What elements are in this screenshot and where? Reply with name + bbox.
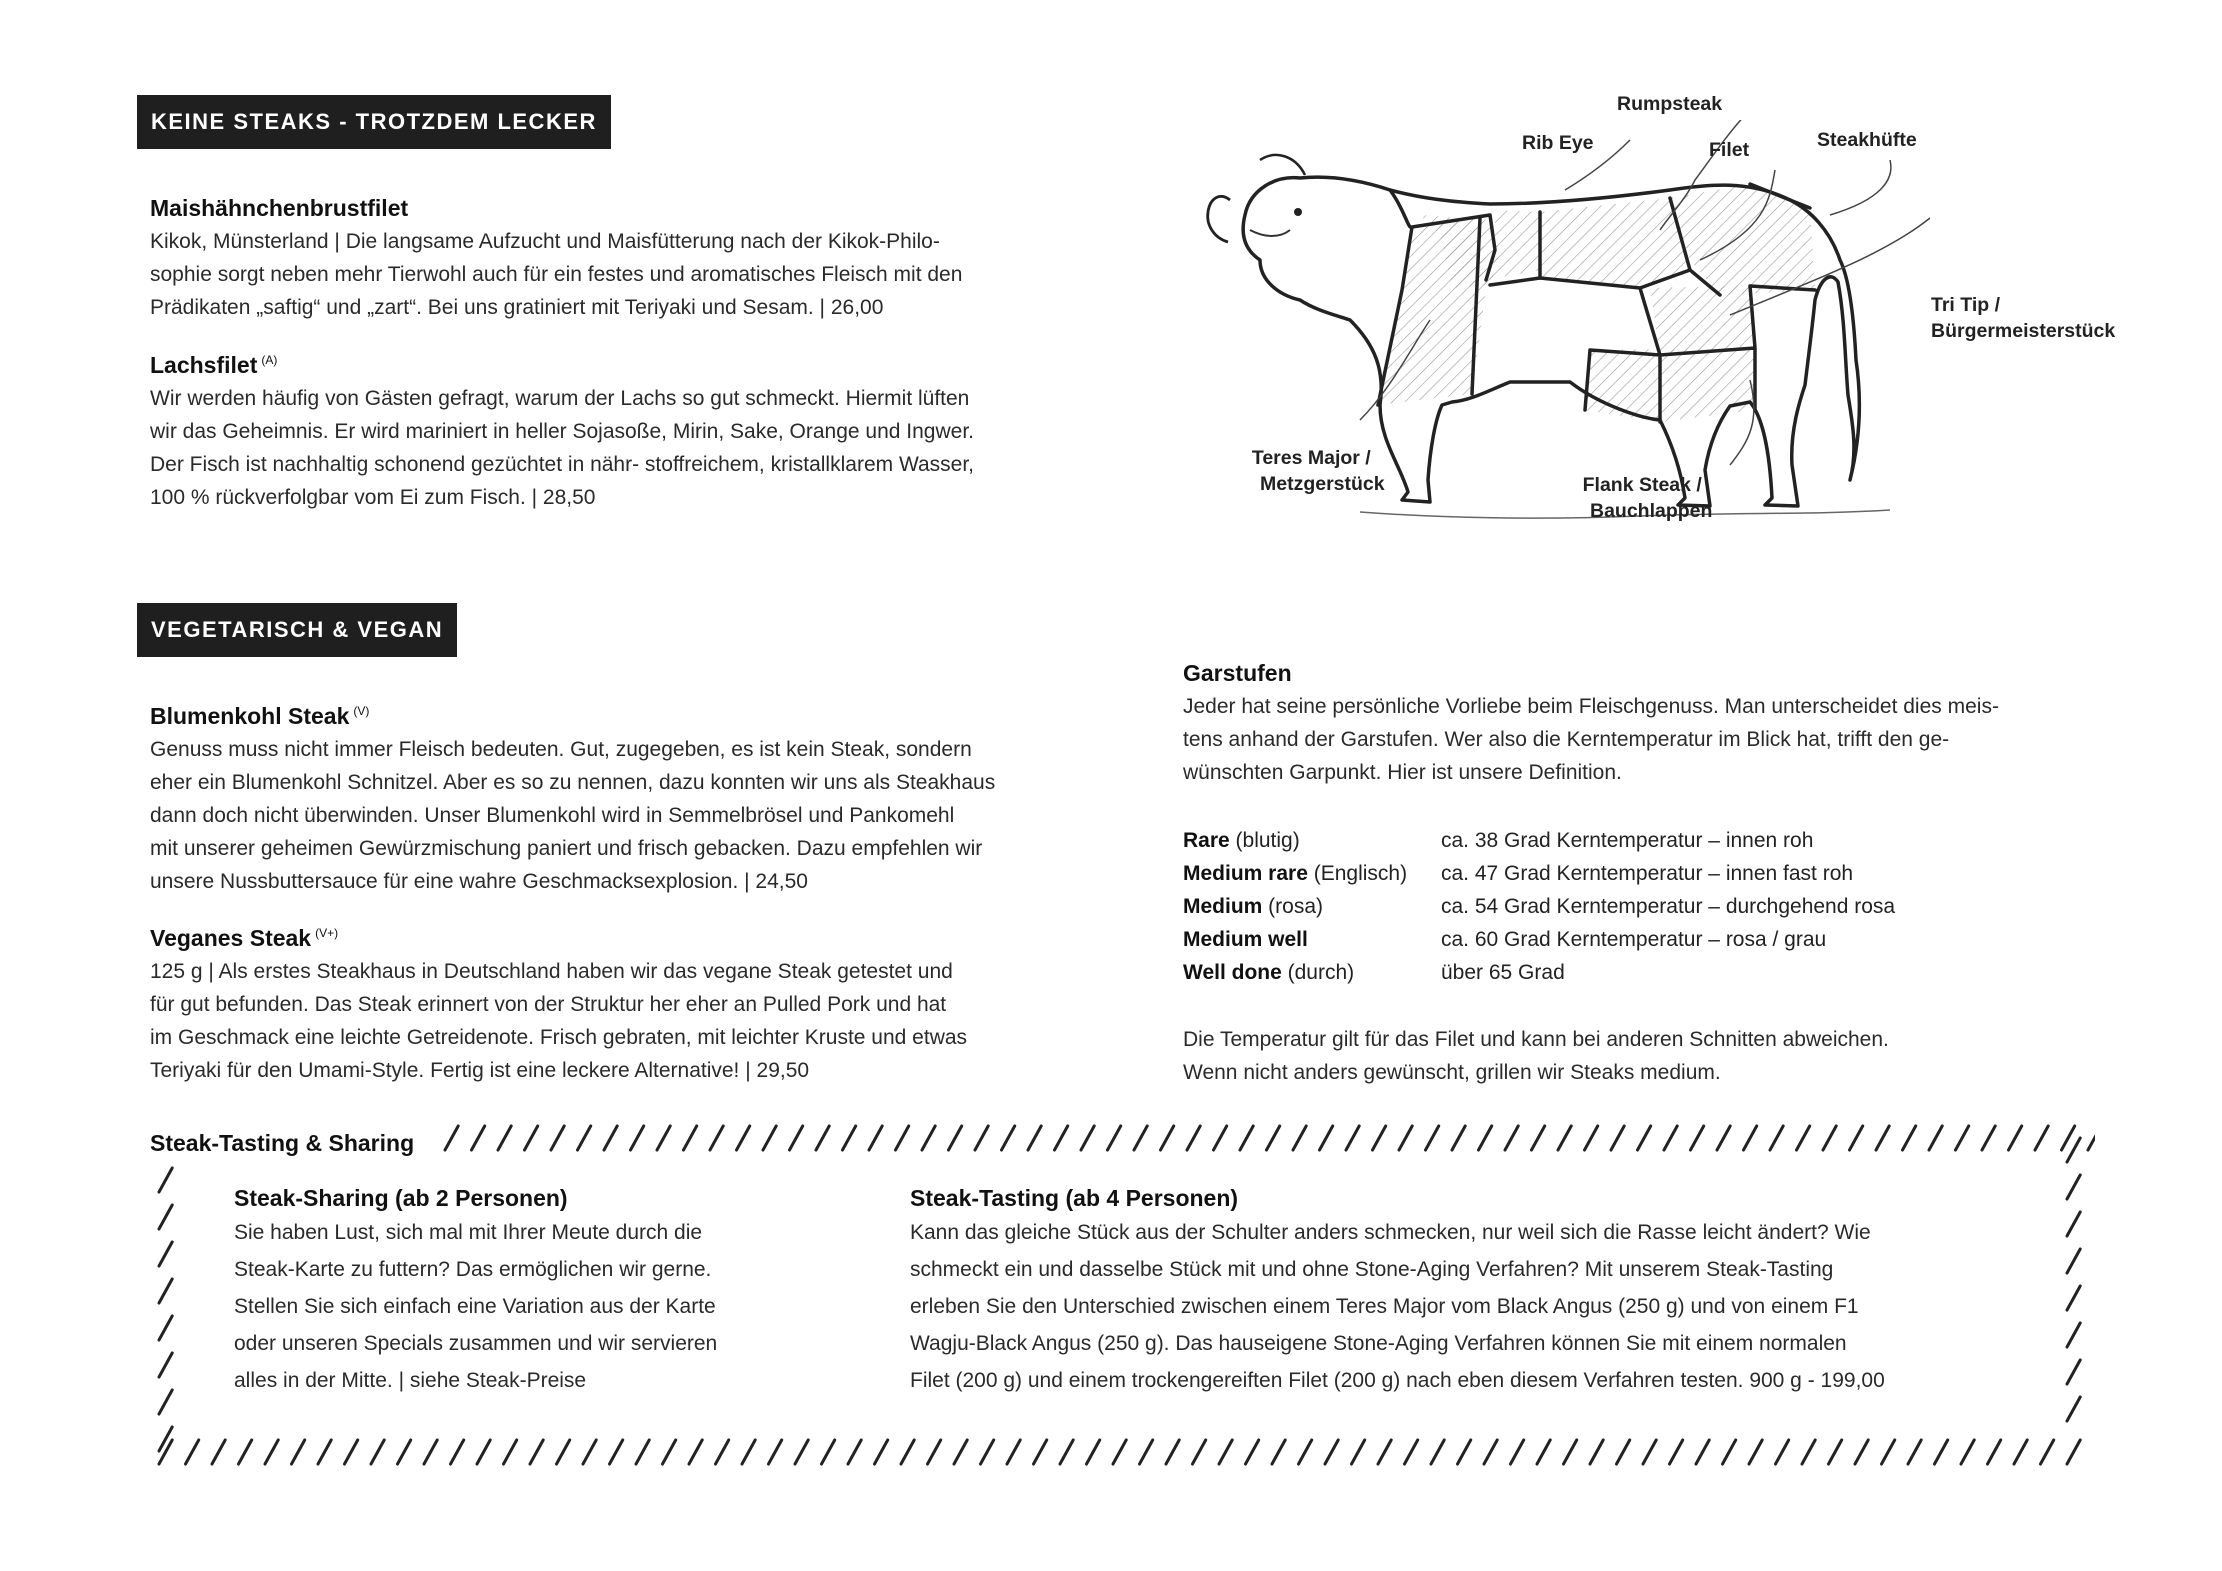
hatch-slash — [2067, 1286, 2080, 1310]
hatch-slash — [1670, 1440, 1683, 1464]
hatch-slash — [551, 1126, 564, 1150]
hatch-slash — [981, 1440, 994, 1464]
hatch-slash — [159, 1440, 172, 1464]
hatch-slash — [928, 1440, 941, 1464]
hatch-slash — [1166, 1440, 1179, 1464]
hatch-slash — [1246, 1440, 1259, 1464]
dish-description: Wir werden häufig von Gästen gefragt, warum der Lachs so gut schmeckt. Hiermit lüften wir das Geheimnis. Er wird mariniert in heller Sojasoße, Mirin, Sake, Orange und Ingwer. Der Fisch ist nachhaltig schonend gezüchtet in nähr- stoffreichem, kristallklarem Wasser, 100 % rückverfolgbar vom Ei zum Fisch. | 28,50 — [150, 387, 975, 509]
hatch-slash — [1087, 1440, 1100, 1464]
hatch-slash — [1585, 1126, 1598, 1150]
hatch-slash — [2067, 1212, 2080, 1236]
hatch-slash — [716, 1440, 729, 1464]
garstufen-title: Garstufen — [1183, 660, 1292, 686]
section-header-vegetarisch: VEGETARISCH & VEGAN — [137, 603, 457, 657]
garstufen-row: Rare (blutig) ca. 38 Grad Kerntemperatur – innen roh — [1183, 828, 1814, 852]
hatch-slash — [1802, 1440, 1815, 1464]
hatch-slash — [975, 1126, 988, 1150]
dish-title: Blumenkohl Steak $^{(V)}$ — [150, 703, 370, 729]
hatch-slash — [2088, 1126, 2095, 1150]
hatch-slash — [1458, 1440, 1471, 1464]
hatch-slash — [159, 1353, 172, 1377]
hatch-slash — [583, 1440, 596, 1464]
garstufen-row: Medium rare (Englisch) ca. 47 Grad Kerntemperatur – innen fast roh — [1183, 861, 1854, 885]
hatch-slash — [869, 1126, 882, 1150]
tasting-header: Steak-Tasting & Sharing — [150, 1130, 428, 1157]
label-flank-steak: Flank Steak / Bauchlappen — [1582, 474, 1713, 522]
hatch-slash — [1961, 1440, 1974, 1464]
dish-title: Lachsfilet $^{(A)}$ — [150, 352, 278, 378]
hatch-slash — [1405, 1440, 1418, 1464]
hatch-slash — [1797, 1126, 1810, 1150]
hatch-slash — [1431, 1440, 1444, 1464]
hatch-slash — [371, 1440, 384, 1464]
hatch-slash — [159, 1205, 172, 1229]
hatch-slash — [1850, 1126, 1863, 1150]
hatch-slash — [578, 1126, 591, 1150]
hatch-slash — [922, 1126, 935, 1150]
hatch-slash — [1511, 1440, 1524, 1464]
hatch-slash — [318, 1440, 331, 1464]
label-tritip: Tri Tip / Bürgermeisterstück — [1931, 294, 2116, 342]
hatch-slash — [795, 1440, 808, 1464]
hatch-slash — [1664, 1126, 1677, 1150]
hatch-slash — [822, 1440, 835, 1464]
hatch-slash — [530, 1440, 543, 1464]
hatch-slash — [1532, 1126, 1545, 1150]
hatch-slash — [1929, 1126, 1942, 1150]
hatch-slash — [1696, 1440, 1709, 1464]
hatch-slash — [159, 1168, 172, 1192]
hatch-slash — [657, 1126, 670, 1150]
cut-filet — [1650, 286, 1755, 355]
hatch-slash — [763, 1126, 776, 1150]
hatch-slash — [1717, 1126, 1730, 1150]
hatch-slash — [848, 1440, 861, 1464]
steak-tasting-block — [910, 1185, 2060, 1399]
hatch-slash — [843, 1126, 856, 1150]
hatch-slash — [159, 1427, 172, 1451]
hatch-slash — [1452, 1126, 1465, 1150]
hatch-slash — [2067, 1360, 2080, 1384]
hatch-slash — [1187, 1126, 1200, 1150]
hatch-slash — [2067, 1138, 2080, 1162]
hatch-slash — [1426, 1126, 1439, 1150]
hatch-slash — [742, 1440, 755, 1464]
hatch-slash — [1935, 1440, 1948, 1464]
hatch-slash — [265, 1440, 278, 1464]
hatch-slash — [1161, 1126, 1174, 1150]
garstufen-footer: Die Temperatur gilt für das Filet und kann bei anderen Schnitten abweichen. Wenn nicht anders gewünscht, grillen wir Steaks medium. — [1183, 1028, 1889, 1084]
hatch-slash — [1643, 1440, 1656, 1464]
dish-title: Maishähnchenbrustfilet — [150, 195, 409, 221]
label-teres-major: Teres Major / Metzgerstück — [1251, 447, 1385, 495]
dish-description: Genuss muss nicht immer Fleisch bedeuten. Gut, zugegeben, es ist kein Steak, sondern eher ein Blumenkohl Schnitzel. Aber es so zu nennen, dazu konnten wir uns als Steakhaus dann doch nicht überwinden. Unser Blumenkohl wird in Semmelbrösel und Pankomehl mit unserer geheimen Gewürzmischung paniert und frisch gebacken. Dazu empfehlen wir unsere Nussbuttersauce für eine wahre Geschmacksexplosion. | 24,50 — [150, 738, 996, 893]
cattle-cuts-diagram — [1190, 120, 1990, 620]
hatch-slash — [1352, 1440, 1365, 1464]
cut-rumpsteak — [1540, 198, 1690, 288]
hatch-slash — [1611, 1126, 1624, 1150]
hatch-slash — [2009, 1126, 2022, 1150]
hatch-slash — [2014, 1440, 2027, 1464]
hatch-slash — [1399, 1126, 1412, 1150]
hatch-slash — [2041, 1440, 2054, 1464]
hatch-slash — [159, 1390, 172, 1414]
hatch-slash — [1855, 1440, 1868, 1464]
hatch-slash — [557, 1440, 570, 1464]
hatch-slash — [949, 1126, 962, 1150]
hatch-slash — [610, 1440, 623, 1464]
garstufen-intro: Jeder hat seine persönliche Vorliebe beim Fleischgenuss. Man unterscheidet dies meis- tens anhand der Garstufen. Wer also die Kerntemperatur im Blick hat, trifft den ge- wünschten Garpunkt. Hier ist unsere Definition. — [1183, 695, 1999, 784]
hatch-slash — [1081, 1126, 1094, 1150]
steak-sharing-text: Sie haben Lust, sich mal mit Ihrer Meute durch die Steak-Karte zu futtern? Das ermöglichen wir gerne. Stellen Sie sich einfach eine Variation aus der Karte oder unseren Specials zusammen und wir servieren alles in der Mitte. | siehe Steak-Preise — [234, 1221, 718, 1392]
hatch-slash — [212, 1440, 225, 1464]
hatch-slash — [737, 1126, 750, 1150]
hatch-slash — [1617, 1440, 1630, 1464]
hatch-slash — [896, 1126, 909, 1150]
hatch-slash — [2067, 1397, 2080, 1421]
hatch-slash — [636, 1440, 649, 1464]
hatch-slash — [1373, 1126, 1386, 1150]
steak-tasting-title: Steak-Tasting (ab 4 Personen) — [910, 1185, 1239, 1211]
hatch-slash — [1293, 1126, 1306, 1150]
hatch-slash — [1007, 1440, 1020, 1464]
hatch-slash — [1219, 1440, 1232, 1464]
hatch-slash — [2067, 1249, 2080, 1273]
hatch-slash — [525, 1126, 538, 1150]
hatch-slash — [1770, 1126, 1783, 1150]
hatch-slash — [1346, 1126, 1359, 1150]
hatch-slash — [2062, 1126, 2075, 1150]
hatch-slash — [1484, 1440, 1497, 1464]
dish-veganes-steak — [150, 925, 1070, 1087]
hatch-slash — [1749, 1440, 1762, 1464]
allergen-tag: (A) — [261, 353, 278, 367]
hatch-slash — [1240, 1126, 1253, 1150]
hatch-slash — [1214, 1126, 1227, 1150]
hatch-slash — [1325, 1440, 1338, 1464]
hatch-slash — [424, 1440, 437, 1464]
hatch-slash — [2067, 1175, 2080, 1199]
dish-title: Veganes Steak $^{(V+)}$ — [150, 925, 339, 951]
hatch-slash — [1113, 1440, 1126, 1464]
dish-lachsfilet — [150, 352, 1070, 514]
steak-tasting-text: Kann das gleiche Stück aus der Schulter anders schmecken, nur weil sich die Rasse leicht ändert? Wie schmeckt ein und dasselbe Stück mit und ohne Stone-Aging Verfahren? Mit unserem Steak-Tasting erleben Sie den Unterschied zwischen einem Teres Major vom Black Angus (250 g) und von einem F1 Wagju-Black Angus (250 g). Das hauseigene Stone-Aging Verfahren können Sie mit einem normalen Filet (200 g) und einem trockengereiften Filet (200 g) nach eben diesem Verfahren testen. 900 g - 199,00 — [910, 1221, 1885, 1392]
garstufen-row: Medium (rosa) ca. 54 Grad Kerntemperatur – durchgehend rosa — [1183, 894, 1896, 918]
dish-description: 125 g | Als erstes Steakhaus in Deutschland haben wir das vegane Steak getestet und für gut befunden. Das Steak erinnert von der Struktur her eher an Pulled Pork und hat im Geschmack eine leichte Getreidenote. Frisch gebraten, mit leichter Kruste und etwas Teriyaki für den Umami-Style. Fertig ist eine leckere Alternative! | 29,50 — [150, 960, 968, 1082]
hatch-slash — [1558, 1126, 1571, 1150]
label-filet: Filet — [1709, 139, 1750, 161]
hatch-slash — [1378, 1440, 1391, 1464]
hatch-slash — [445, 1126, 458, 1150]
dish-maishaehnchen — [150, 195, 1070, 324]
hatch-slash — [472, 1126, 485, 1150]
hatch-slash — [1002, 1126, 1015, 1150]
label-ribeye: Rib Eye — [1522, 132, 1594, 154]
dish-description: Kikok, Münsterland | Die langsame Aufzucht und Maisfütterung nach der Kikok-Philo- sophie sorgt neben mehr Tierwohl auch für ein festes und aromatisches Fleisch mit den Prädikaten „saftig“ und „zart“. Bei uns gratiniert mit Teriyaki und Sesam. | 26,00 — [150, 230, 963, 319]
hatch-slash — [1590, 1440, 1603, 1464]
hatch-slash — [292, 1440, 305, 1464]
hatch-slash — [1028, 1126, 1041, 1150]
hatch-slash — [1882, 1440, 1895, 1464]
hatch-slash — [1956, 1126, 1969, 1150]
hatch-slash — [451, 1440, 464, 1464]
hatch-slash — [1140, 1440, 1153, 1464]
label-rumpsteak: Rumpsteak — [1617, 93, 1723, 115]
hatch-slash — [631, 1126, 644, 1150]
hatch-slash — [1988, 1440, 2001, 1464]
hatch-slash — [2035, 1126, 2048, 1150]
hatch-slash — [1691, 1126, 1704, 1150]
hatch-slash — [1055, 1126, 1068, 1150]
hatch-slash — [816, 1126, 829, 1150]
hatch-slash — [2067, 1440, 2080, 1464]
hatch-slash — [345, 1440, 358, 1464]
diet-tag: (V) — [353, 704, 370, 718]
label-steakhuefte: Steakhüfte — [1817, 129, 1917, 151]
diet-tag: (V+) — [315, 926, 339, 940]
hatch-slash — [504, 1440, 517, 1464]
hatch-slash — [1723, 1440, 1736, 1464]
hatch-slash — [1505, 1126, 1518, 1150]
hatch-slash — [1320, 1126, 1333, 1150]
hatch-slash — [1299, 1440, 1312, 1464]
hatch-slash — [1537, 1440, 1550, 1464]
hatch-slash — [1823, 1126, 1836, 1150]
hatch-slash — [186, 1440, 199, 1464]
hatch-slash — [710, 1126, 723, 1150]
hatch-slash — [2067, 1323, 2080, 1347]
hatch-slash — [1134, 1126, 1147, 1150]
hatch-slash — [1638, 1126, 1651, 1150]
hatch-slash — [1876, 1126, 1889, 1150]
hatch-slash — [239, 1440, 252, 1464]
hatch-slash — [875, 1440, 888, 1464]
hatch-slash — [769, 1440, 782, 1464]
hatch-slash — [604, 1126, 617, 1150]
hatch-slash — [684, 1126, 697, 1150]
hatch-slash — [159, 1279, 172, 1303]
hatch-slash — [901, 1440, 914, 1464]
hatch-slash — [159, 1242, 172, 1266]
leader-steakhuefte — [1830, 160, 1891, 215]
hatch-slash — [1193, 1440, 1206, 1464]
hatch-slash — [663, 1440, 676, 1464]
hatch-slash — [1829, 1440, 1842, 1464]
hatch-slash — [1034, 1440, 1047, 1464]
hatch-slash — [498, 1126, 511, 1150]
steak-sharing-block — [234, 1185, 884, 1399]
hatch-slash — [159, 1316, 172, 1340]
hatch-slash — [477, 1440, 490, 1464]
hatch-slash — [954, 1440, 967, 1464]
hatch-slash — [1060, 1440, 1073, 1464]
garstufen-section — [1183, 660, 2133, 789]
hatch-slash — [1776, 1440, 1789, 1464]
hatch-slash — [1903, 1126, 1916, 1150]
hatch-slash — [1908, 1440, 1921, 1464]
hatch-slash — [790, 1126, 803, 1150]
garstufen-row: Medium well ca. 60 Grad Kerntemperatur – rosa / grau — [1183, 927, 1827, 951]
hatch-slash — [1744, 1126, 1757, 1150]
hatch-slash — [1982, 1126, 1995, 1150]
hatch-slash — [1108, 1126, 1121, 1150]
hatch-slash — [1272, 1440, 1285, 1464]
hatch-slash — [689, 1440, 702, 1464]
steak-sharing-title: Steak-Sharing (ab 2 Personen) — [234, 1185, 568, 1211]
garstufen-row: Well done (durch) über 65 Grad — [1183, 960, 1565, 984]
section-header-keine-steaks: KEINE STEAKS - TROTZDEM LECKER — [137, 95, 611, 149]
hatch-slash — [1479, 1126, 1492, 1150]
garstufen-table — [1183, 824, 1895, 989]
hatch-slash — [1267, 1126, 1280, 1150]
hatch-slash — [398, 1440, 411, 1464]
hatch-slash — [1564, 1440, 1577, 1464]
dish-blumenkohl-steak — [150, 703, 1070, 898]
cut-flank — [1585, 348, 1755, 422]
